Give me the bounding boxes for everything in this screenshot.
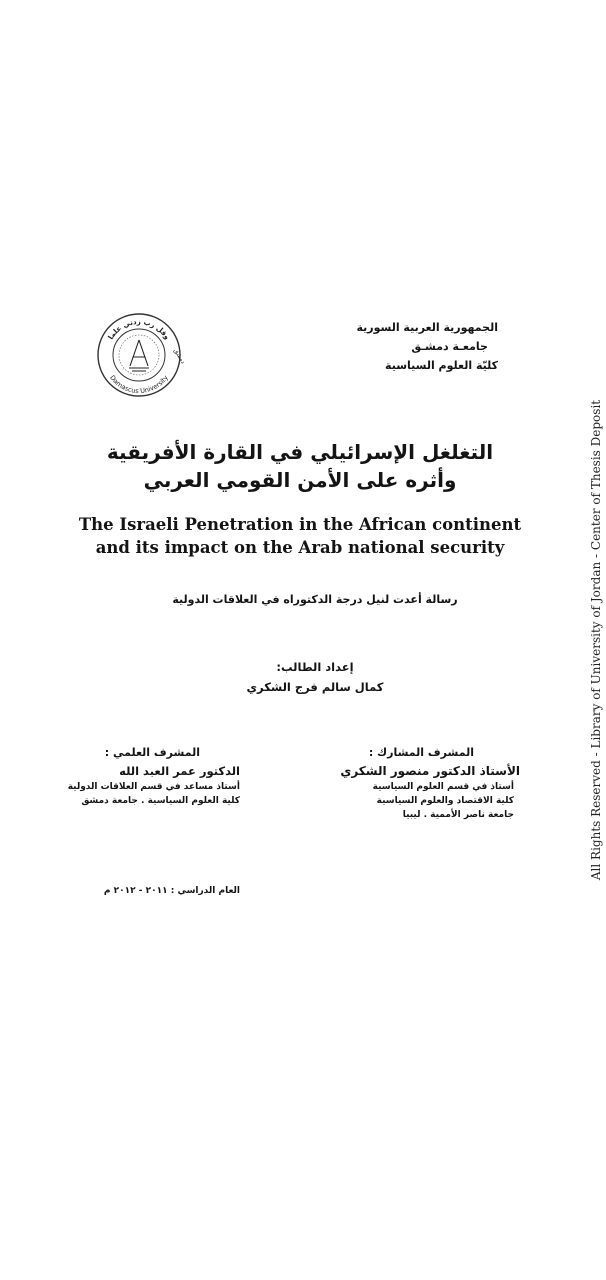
co-supervisor-label: المشرف المشارك : xyxy=(368,746,474,759)
student-label: إعداد الطالب: xyxy=(276,660,354,674)
degree-statement: رسالة أعدت لنيل درجة الدكتوراه في العلاقات الدولية xyxy=(172,593,458,606)
co-supervisor-faculty: كلية الاقتصاد والعلوم السياسية xyxy=(376,796,514,806)
institution-header xyxy=(278,318,498,375)
co-supervisor-block xyxy=(310,744,520,822)
thesis-title-english xyxy=(70,513,530,559)
supervisor-label: المشرف العلمي : xyxy=(104,746,200,759)
rights-watermark-text: All Rights Reserved - Library of University of Jordan - Center of Thesis Deposit xyxy=(589,399,603,881)
supervisor-block xyxy=(40,744,240,808)
co-supervisor-position: أستاذ في قسم العلوم السياسية xyxy=(372,782,514,792)
faculty-name: كليّة العلوم السياسية xyxy=(385,359,498,372)
title-english-line-2: and its impact on the Arab national security xyxy=(95,538,505,557)
co-supervisor-name: الأستاذ الدكتور منصور الشكري xyxy=(340,764,520,778)
academic-year: العام الدراسي : ٢٠١١ - ٢٠١٢ م xyxy=(103,886,240,896)
svg-text:Damascus University: Damascus University xyxy=(108,373,170,396)
supervisor-name: الدكتور عمر العبد الله xyxy=(119,764,240,778)
university-seal-logo xyxy=(94,310,184,400)
university-name: جامعـة دمشـق xyxy=(411,340,488,353)
svg-text:وقل رب زدني علما: وقل رب زدني علما xyxy=(106,317,172,342)
title-english-line-1: The Israeli Penetration in the African continent xyxy=(78,515,522,534)
supervisor-faculty: كلية العلوم السياسية . جامعة دمشق xyxy=(81,796,240,806)
student-block xyxy=(220,657,410,697)
svg-text:جامعة دمشق: جامعة دمشق xyxy=(172,347,184,380)
thesis-title-arabic: التغلغل الإسرائيلي في القارة الأفريقية وأثره على الأمن القومي العربي xyxy=(106,440,494,492)
student-name: كمال سالم فرج الشكري xyxy=(246,680,384,694)
co-supervisor-university: جامعة ناصر الأممية . ليبيا xyxy=(402,810,514,820)
country-name: الجمهورية العربية السورية xyxy=(356,321,498,334)
supervisor-position: أستاذ مساعد في قسم العلاقات الدولية xyxy=(67,782,240,792)
